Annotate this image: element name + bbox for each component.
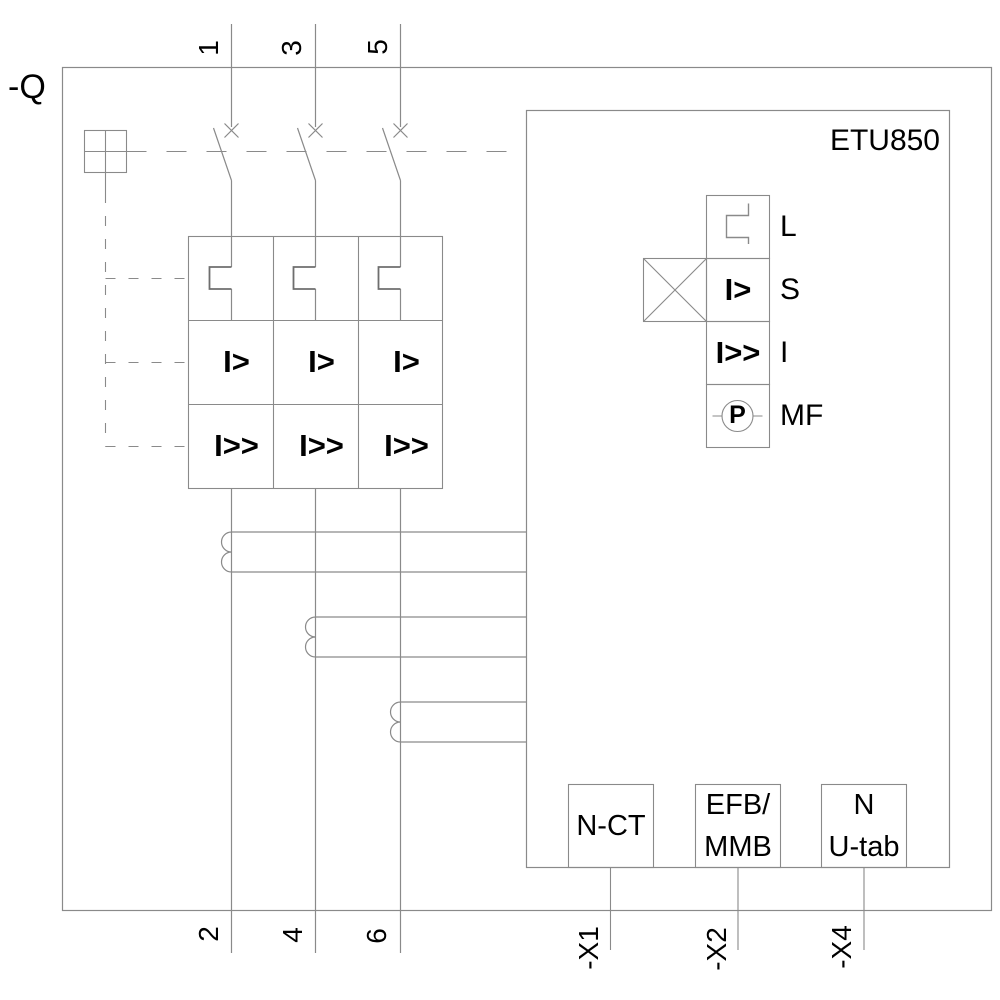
etu-box-L: [707, 196, 770, 259]
etu-function-label-L: L: [780, 209, 797, 243]
aux-terminal-label-x4: -X4: [826, 925, 857, 969]
long-time-symbol-icon: [210, 267, 232, 289]
terminal-label-2: 2: [193, 926, 224, 942]
module-line: EFB/: [705, 789, 771, 821]
aux-terminal-label-x2: -X2: [701, 927, 732, 971]
linkage-dashed-branches: [106, 279, 189, 447]
terminal-label-1: 1: [193, 40, 224, 56]
terminal-label-4: 4: [277, 927, 308, 943]
etu-symbol-short-time: I>: [724, 271, 752, 307]
grid-cell-instantaneous: I>>: [384, 428, 429, 463]
trip-unit-label: ETU850: [829, 124, 940, 157]
module-line: U-tab: [828, 831, 900, 863]
grid-cell-instantaneous: I>>: [299, 428, 344, 463]
grid-cell-short-time: I>: [223, 344, 250, 379]
module-line: N-CT: [576, 810, 646, 842]
long-time-symbol-icon: [294, 267, 316, 289]
overload-bracket-symbols: [210, 267, 401, 289]
terminal-label-5: 5: [362, 39, 393, 55]
etu-function-label-S: S: [780, 272, 801, 306]
module-line: MMB: [704, 831, 772, 863]
module-label-efb-mmb: [695, 784, 781, 868]
aux-terminal-label-x1: -X1: [573, 926, 604, 970]
long-time-symbol-icon: [379, 267, 401, 289]
device-designation-label: -Q: [8, 68, 46, 106]
module-label-n-utab: [821, 784, 907, 868]
grid-cell-instantaneous: I>>: [214, 428, 259, 463]
etu-symbol-instantaneous: I>>: [715, 335, 761, 370]
linkage-square-cross: [85, 131, 127, 194]
etu-symbol-power-meter: P: [729, 401, 746, 429]
terminal-label-3: 3: [276, 40, 307, 56]
module-line: N: [853, 789, 875, 821]
long-time-symbol-icon: [727, 204, 749, 245]
crossed-box-diagonals: [644, 259, 707, 322]
etu-function-label-I: I: [780, 336, 789, 369]
module-label-nct: [568, 784, 654, 868]
grid-cell-short-time: I>: [393, 344, 420, 379]
etu-box-border: [527, 111, 950, 868]
etu-rect: [527, 111, 950, 868]
terminal-label-6: 6: [361, 928, 392, 944]
etu-function-label-MF: MF: [780, 398, 824, 432]
grid-cell-short-time: I>: [308, 344, 335, 379]
